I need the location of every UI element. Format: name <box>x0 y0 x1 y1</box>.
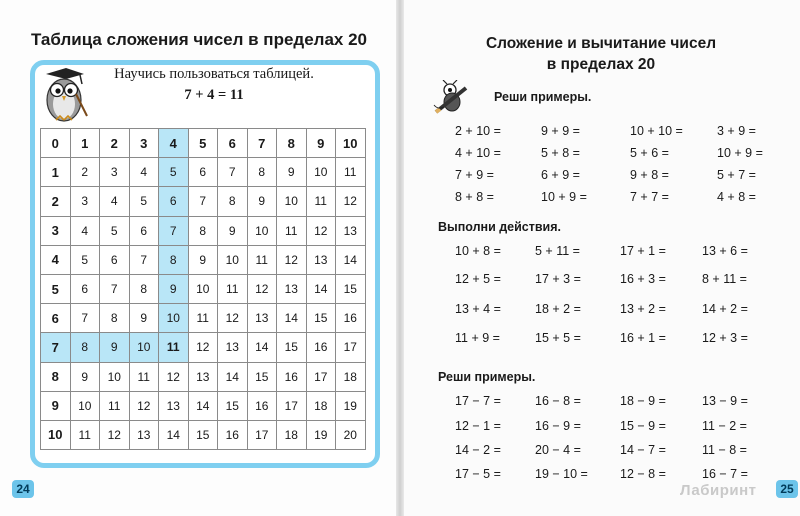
exercise: 15 − 9 = <box>620 419 666 433</box>
table-row <box>41 304 366 333</box>
table-cell: 19 <box>306 420 336 449</box>
exercise: 16 − 7 = <box>702 467 748 481</box>
table-cell: 3 <box>70 187 100 216</box>
table-row <box>41 333 366 362</box>
table-cell: 12 <box>159 362 189 391</box>
table-cell: 11 <box>277 216 307 245</box>
table-cell: 14 <box>277 304 307 333</box>
exercise: 8 + 11 = <box>702 272 747 286</box>
exercise: 11 − 2 = <box>702 419 747 433</box>
exercise: 14 − 7 = <box>620 443 666 457</box>
exercise: 9 + 8 = <box>630 168 669 182</box>
table-cell: 13 <box>218 333 248 362</box>
table-cell: 16 <box>306 333 336 362</box>
table-cell: 10 <box>129 333 159 362</box>
table-cell: 17 <box>306 362 336 391</box>
exercise: 5 + 8 = <box>541 146 580 160</box>
table-row <box>41 129 366 158</box>
exercise: 5 + 11 = <box>535 244 580 258</box>
table-row <box>41 187 366 216</box>
table-cell: 20 <box>336 420 366 449</box>
table-cell: 5 <box>41 274 71 303</box>
exercise: 10 + 9 = <box>541 190 587 204</box>
table-cell: 12 <box>277 245 307 274</box>
table-cell: 18 <box>277 420 307 449</box>
table-cell: 12 <box>306 216 336 245</box>
table-cell: 1 <box>70 129 100 158</box>
exercise: 4 + 8 = <box>717 190 756 204</box>
table-cell: 15 <box>306 304 336 333</box>
hint-text: Научись пользоваться таблицей. <box>114 66 314 82</box>
table-cell: 5 <box>159 158 189 187</box>
exercise: 6 + 9 = <box>541 168 580 182</box>
table-cell: 13 <box>306 245 336 274</box>
table-cell: 17 <box>247 420 277 449</box>
table-cell: 5 <box>129 187 159 216</box>
table-cell: 8 <box>129 274 159 303</box>
exercise: 12 − 8 = <box>620 467 666 481</box>
table-cell: 6 <box>100 245 130 274</box>
table-cell: 13 <box>336 216 366 245</box>
table-cell: 12 <box>100 420 130 449</box>
exercise: 10 + 9 = <box>717 146 763 160</box>
table-cell: 8 <box>188 216 218 245</box>
table-cell: 0 <box>41 129 71 158</box>
table-cell: 4 <box>41 245 71 274</box>
table-cell: 18 <box>306 391 336 420</box>
table-cell: 6 <box>129 216 159 245</box>
table-cell: 11 <box>129 362 159 391</box>
exercise: 8 + 8 = <box>455 190 494 204</box>
table-cell: 11 <box>218 274 248 303</box>
exercise: 16 + 3 = <box>620 272 666 286</box>
bug-with-pencil-icon <box>432 80 472 114</box>
table-cell: 10 <box>41 420 71 449</box>
table-row <box>41 216 366 245</box>
table-cell: 13 <box>247 304 277 333</box>
exercise: 12 + 3 = <box>702 331 748 345</box>
table-cell: 12 <box>188 333 218 362</box>
right-page <box>402 0 800 516</box>
table-cell: 16 <box>218 420 248 449</box>
table-cell: 9 <box>188 245 218 274</box>
table-cell: 16 <box>277 362 307 391</box>
table-cell: 14 <box>218 362 248 391</box>
table-cell: 7 <box>129 245 159 274</box>
table-cell: 3 <box>129 129 159 158</box>
page-number-left: 24 <box>12 480 34 498</box>
table-cell: 5 <box>100 216 130 245</box>
table-cell: 5 <box>188 129 218 158</box>
exercise: 19 − 10 = <box>535 467 588 481</box>
table-cell: 15 <box>336 274 366 303</box>
table-cell: 14 <box>247 333 277 362</box>
exercise: 13 + 2 = <box>620 302 666 316</box>
exercise: 11 − 8 = <box>702 443 747 457</box>
table-cell: 14 <box>188 391 218 420</box>
exercise: 15 + 5 = <box>535 331 581 345</box>
table-cell: 17 <box>336 333 366 362</box>
table-row <box>41 420 366 449</box>
table-cell: 7 <box>188 187 218 216</box>
exercise: 17 + 1 = <box>620 244 666 258</box>
exercise: 14 − 2 = <box>455 443 501 457</box>
table-cell: 12 <box>336 187 366 216</box>
addition-table <box>40 128 366 450</box>
exercise: 20 − 4 = <box>535 443 581 457</box>
exercise: 3 + 9 = <box>717 124 756 138</box>
table-cell: 16 <box>247 391 277 420</box>
table-cell: 5 <box>70 245 100 274</box>
table-cell: 13 <box>159 391 189 420</box>
table-cell: 11 <box>306 187 336 216</box>
owl-teacher-icon <box>40 66 88 124</box>
table-cell: 12 <box>247 274 277 303</box>
table-cell: 6 <box>70 274 100 303</box>
exercise: 16 − 9 = <box>535 419 581 433</box>
table-cell: 1 <box>41 158 71 187</box>
table-cell: 6 <box>159 187 189 216</box>
table-cell: 17 <box>277 391 307 420</box>
table-cell: 9 <box>70 362 100 391</box>
section2-heading: Выполни действия. <box>438 220 562 234</box>
table-row <box>41 158 366 187</box>
exercise: 17 − 5 = <box>455 467 501 481</box>
table-cell: 15 <box>188 420 218 449</box>
table-cell: 7 <box>218 158 248 187</box>
table-cell: 11 <box>100 391 130 420</box>
right-title-line2: в пределах 20 <box>546 56 656 73</box>
exercise: 2 + 10 = <box>455 124 501 138</box>
table-cell: 11 <box>70 420 100 449</box>
table-cell: 7 <box>41 333 71 362</box>
table-cell: 8 <box>277 129 307 158</box>
table-cell: 10 <box>306 158 336 187</box>
exercise: 14 + 2 = <box>702 302 748 316</box>
right-title-line1: Сложение и вычитание чисел <box>485 35 717 52</box>
table-cell: 13 <box>188 362 218 391</box>
exercise: 16 − 8 = <box>535 394 581 408</box>
exercise: 5 + 6 = <box>630 146 669 160</box>
table-cell: 10 <box>336 129 366 158</box>
table-cell: 12 <box>218 304 248 333</box>
exercise: 4 + 10 = <box>455 146 501 160</box>
table-cell: 15 <box>218 391 248 420</box>
table-cell: 10 <box>100 362 130 391</box>
table-cell: 11 <box>247 245 277 274</box>
exercise: 7 + 7 = <box>630 190 669 204</box>
table-cell: 15 <box>247 362 277 391</box>
table-cell: 16 <box>336 304 366 333</box>
table-cell: 2 <box>100 129 130 158</box>
table-cell: 8 <box>159 245 189 274</box>
table-cell: 2 <box>70 158 100 187</box>
table-cell: 11 <box>188 304 218 333</box>
left-page-title: Таблица сложения чисел в пределах 20 <box>30 30 368 49</box>
exercise: 17 + 3 = <box>535 272 581 286</box>
table-cell: 10 <box>247 216 277 245</box>
section1-heading: Реши примеры. <box>494 90 592 104</box>
watermark-text: Лабиринт <box>680 482 757 499</box>
exercise: 13 + 4 = <box>455 302 501 316</box>
exercise: 10 + 10 = <box>630 124 683 138</box>
table-cell: 9 <box>100 333 130 362</box>
table-row <box>41 391 366 420</box>
section3-heading: Реши примеры. <box>438 370 536 384</box>
table-cell: 10 <box>218 245 248 274</box>
table-cell: 14 <box>306 274 336 303</box>
exercise: 12 + 5 = <box>455 272 501 286</box>
example-equation: 7 + 4 = 11 <box>184 87 244 103</box>
exercise: 13 − 9 = <box>702 394 748 408</box>
exercise: 9 + 9 = <box>541 124 580 138</box>
table-cell: 11 <box>336 158 366 187</box>
table-cell: 9 <box>277 158 307 187</box>
table-cell: 3 <box>41 216 71 245</box>
table-cell: 7 <box>100 274 130 303</box>
table-cell: 13 <box>277 274 307 303</box>
table-cell: 13 <box>129 420 159 449</box>
table-cell: 9 <box>218 216 248 245</box>
table-cell: 8 <box>41 362 71 391</box>
table-cell: 10 <box>188 274 218 303</box>
table-cell: 9 <box>41 391 71 420</box>
table-cell: 8 <box>247 158 277 187</box>
table-cell: 7 <box>70 304 100 333</box>
table-cell: 3 <box>100 158 130 187</box>
right-page-title <box>402 33 800 75</box>
table-cell: 11 <box>159 333 189 362</box>
table-cell: 10 <box>159 304 189 333</box>
table-cell: 4 <box>100 187 130 216</box>
table-cell: 9 <box>247 187 277 216</box>
exercise: 18 − 9 = <box>620 394 666 408</box>
table-cell: 9 <box>159 274 189 303</box>
table-cell: 14 <box>336 245 366 274</box>
table-row <box>41 274 366 303</box>
exercise: 17 − 7 = <box>455 394 501 408</box>
table-cell: 18 <box>336 362 366 391</box>
table-cell: 6 <box>41 304 71 333</box>
table-cell: 8 <box>70 333 100 362</box>
table-row <box>41 245 366 274</box>
book-spine <box>396 0 404 516</box>
table-cell: 2 <box>41 187 71 216</box>
table-cell: 7 <box>247 129 277 158</box>
table-cell: 8 <box>100 304 130 333</box>
exercise: 11 + 9 = <box>455 331 500 345</box>
exercise: 12 − 1 = <box>455 419 501 433</box>
exercise: 13 + 6 = <box>702 244 748 258</box>
table-cell: 7 <box>159 216 189 245</box>
table-cell: 8 <box>218 187 248 216</box>
table-cell: 14 <box>159 420 189 449</box>
table-cell: 4 <box>70 216 100 245</box>
exercise: 10 + 8 = <box>455 244 501 258</box>
table-cell: 15 <box>277 333 307 362</box>
table-cell: 10 <box>70 391 100 420</box>
table-cell: 6 <box>218 129 248 158</box>
table-cell: 9 <box>129 304 159 333</box>
table-cell: 10 <box>277 187 307 216</box>
table-cell: 9 <box>306 129 336 158</box>
exercise: 16 + 1 = <box>620 331 666 345</box>
table-cell: 4 <box>129 158 159 187</box>
table-cell: 6 <box>188 158 218 187</box>
exercise: 7 + 9 = <box>455 168 494 182</box>
table-cell: 12 <box>129 391 159 420</box>
exercise: 5 + 7 = <box>717 168 756 182</box>
table-cell: 4 <box>159 129 189 158</box>
table-cell: 19 <box>336 391 366 420</box>
exercise: 18 + 2 = <box>535 302 581 316</box>
table-row <box>41 362 366 391</box>
page-number-right: 25 <box>776 480 798 498</box>
